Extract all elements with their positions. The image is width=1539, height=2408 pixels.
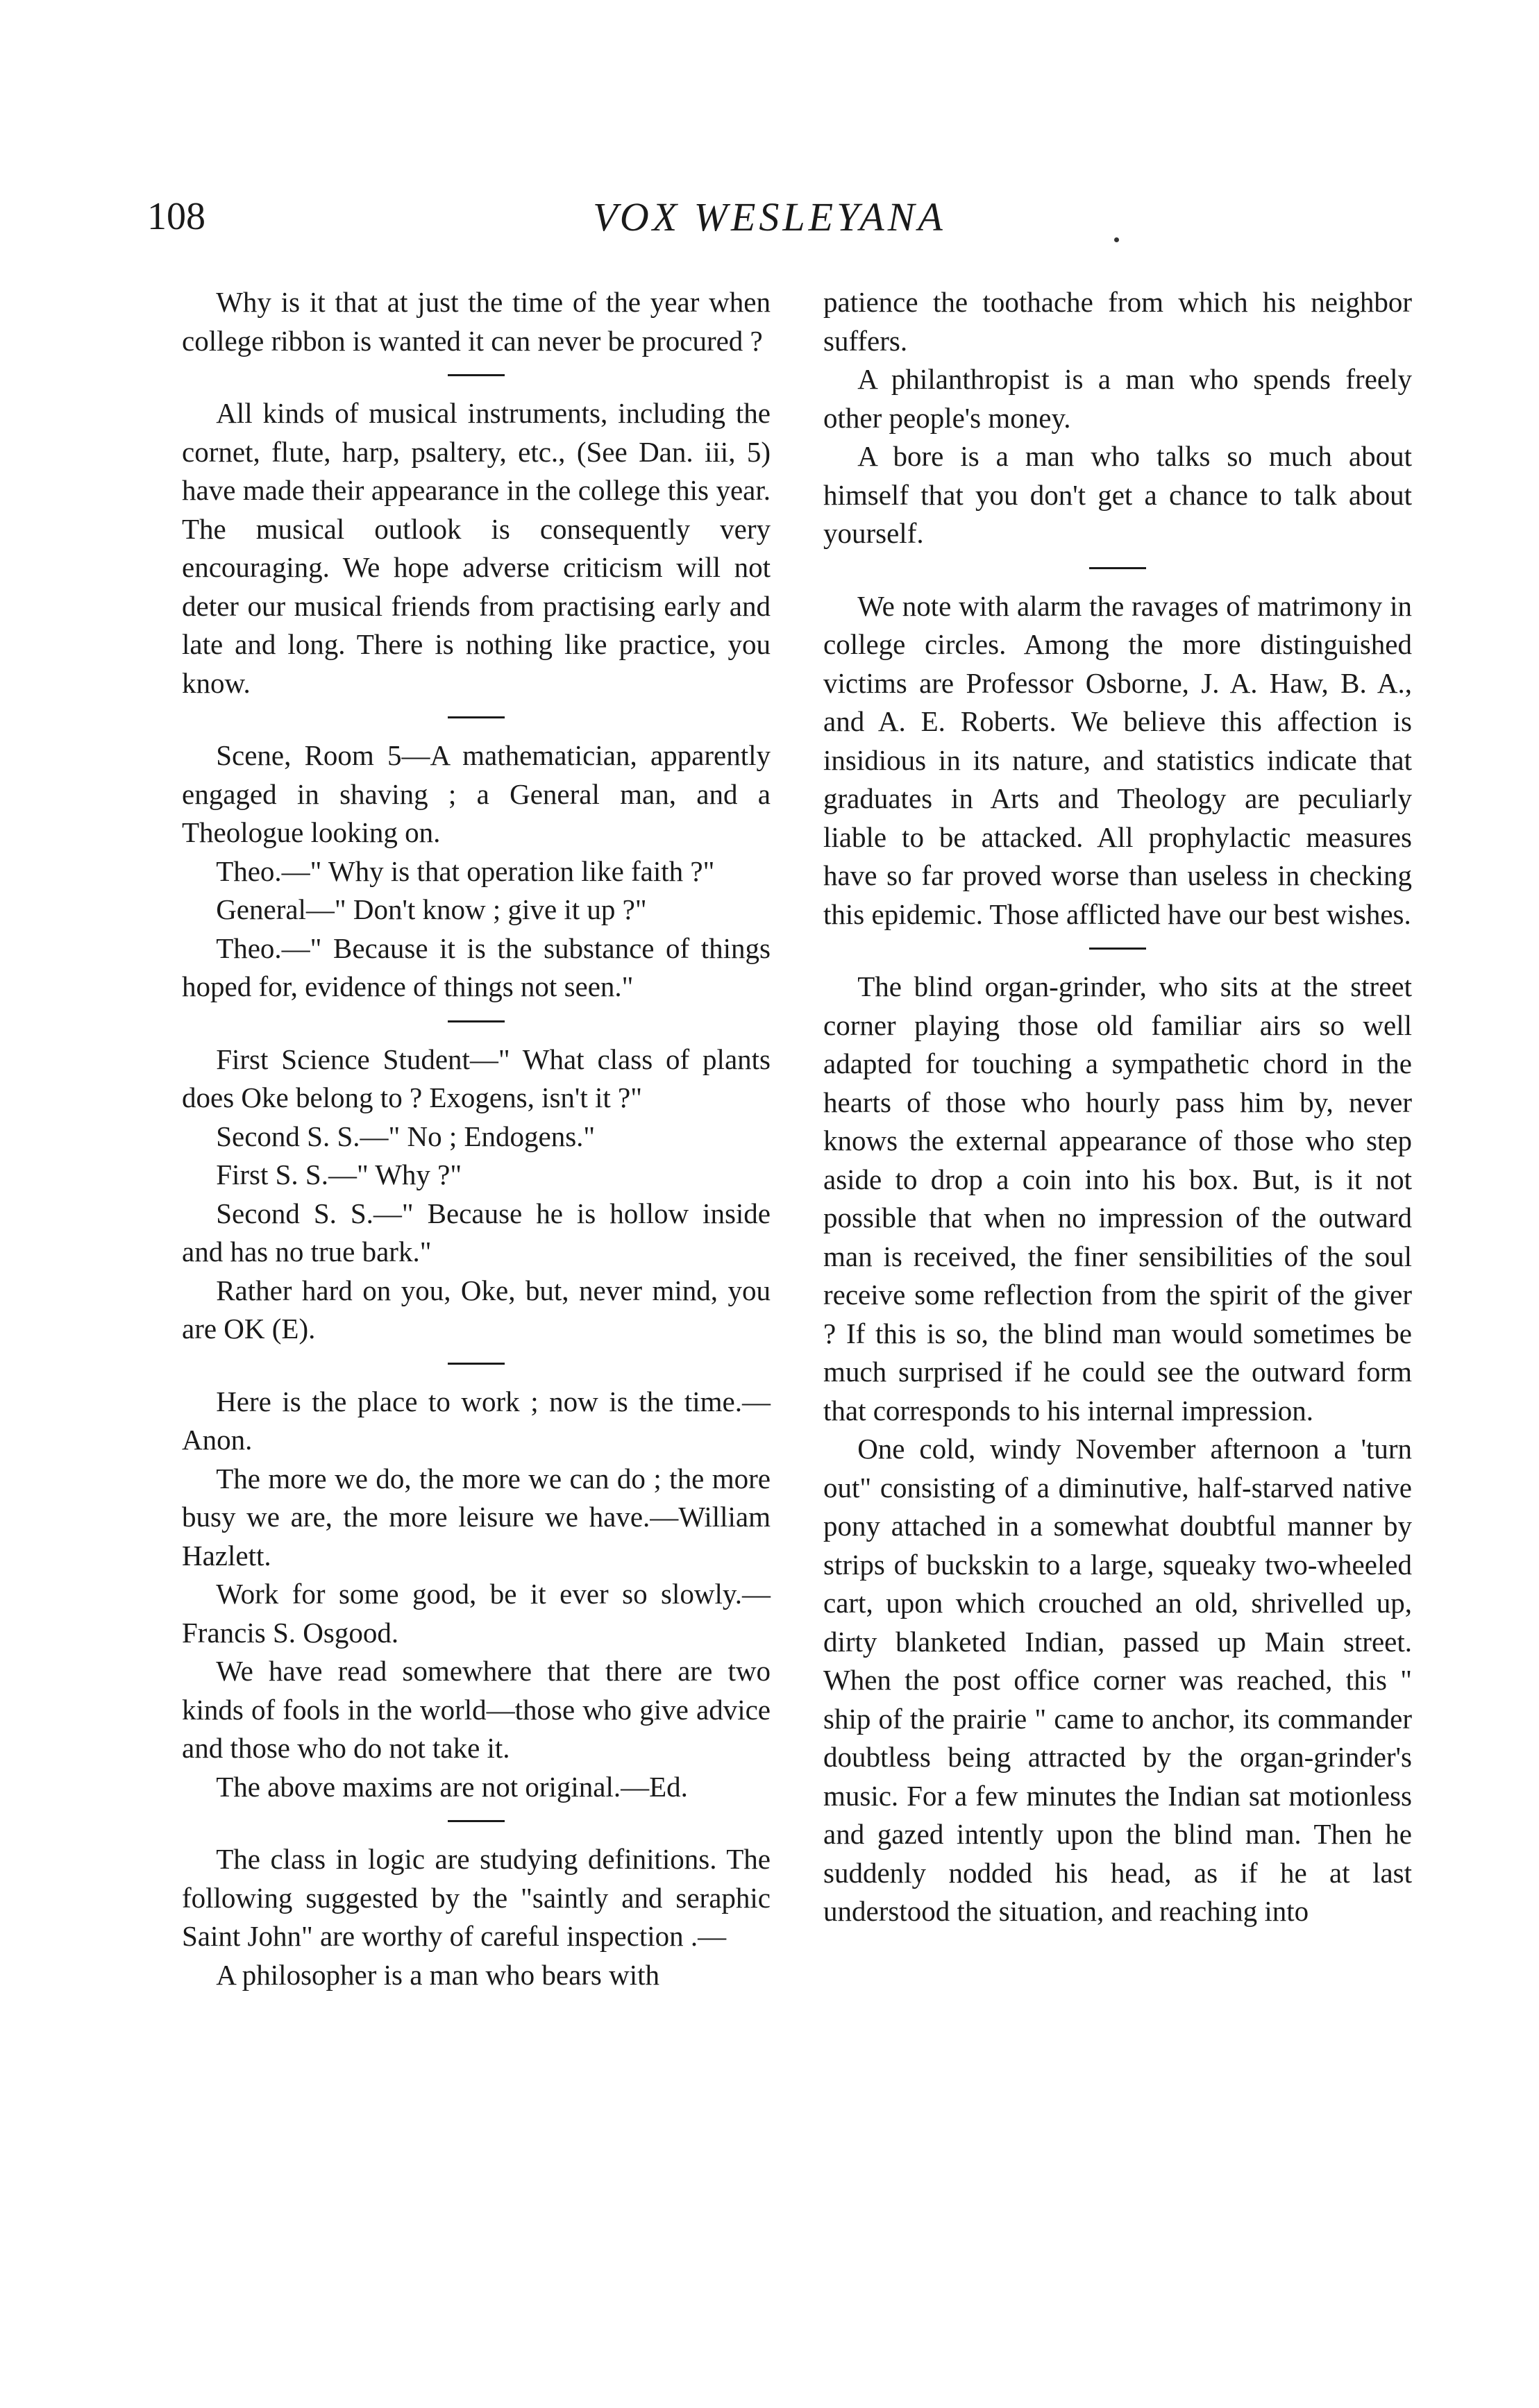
section-faith-dialogue <box>182 736 771 1007</box>
section-divider <box>448 716 505 718</box>
paragraph: Scene, Room 5—A mathematician, apparently engaged in shaving ; a General man, and a Theologue looking on. <box>182 739 771 848</box>
section-ribbon <box>182 283 771 360</box>
section-divider <box>448 374 505 376</box>
section-divider <box>448 1820 505 1822</box>
paragraph: Second S. S.—" Because he is hollow inside and has no true bark." <box>182 1197 771 1268</box>
paragraph: Theo.—" Why is that operation like faith ?" <box>216 854 715 887</box>
section-science-students <box>182 1041 771 1349</box>
page-number: 108 <box>147 195 205 238</box>
paragraph: The class in logic are studying definitions. The following suggested by the "saintly and seraphic Saint John" are worthy of careful inspection .— <box>182 1843 771 1952</box>
paragraph: We note with alarm the ravages of matrimony in college circles. Among the more distinguished victims are Professor Osborne, J. A. Haw, B. A., and A. E. Roberts. We believe this affection is insidious in its nature, and statistics indicate that graduates in Arts and Theology are peculiarly liable to be attacked. All prophylactic measures have so far proved worse than useless in checking this epidemic. Those afflicted have our best wishes. <box>823 589 1412 930</box>
section-logic-definitions <box>182 1840 771 1994</box>
section-definitions-continued <box>823 283 1412 553</box>
paragraph: The more we do, the more we can do ; the more busy we are, the more leisure we have.—William Hazlett. <box>182 1462 771 1572</box>
right-column <box>823 283 1412 1931</box>
paragraph: Rather hard on you, Oke, but, never mind, you are OK (E). <box>182 1274 771 1345</box>
paragraph: General—" Don't know ; give it up ?" <box>216 893 647 925</box>
paragraph: One cold, windy November afternoon a 'turn out" consisting of a diminutive, half-starved native pony attached in a somewhat doubtful manner by strips of buckskin to a large, squeaky two-wheeled cart, upon which crouched an old, shrivelled up, dirty blanketed Indian, passed up Main street. When the post office corner was reached, this " ship of the prairie " came to anchor, its commander doubtless being attracted by the organ-grinder's music. For a few minutes the Indian sat motionless and gazed intently upon the blind man. Then he suddenly nodded his head, as if he at last understood the situation, and reaching into <box>823 1433 1412 1927</box>
section-divider <box>1089 567 1146 569</box>
paragraph: A philanthropist is a man who spends freely other people's money. <box>823 363 1412 434</box>
section-organ-grinder <box>823 968 1412 1931</box>
paragraph: The blind organ-grinder, who sits at the street corner playing those old familiar airs so well adapted for touching a sympathetic chord in the hearts of those who hourly pass him by, never knows the external appearance of those who step aside to drop a coin into his box. But, is it not possible that when no impression of the outward man is received, the finer sensibilities of the soul receive some reflection from the spirit of the giver ? If this is so, the blind man would sometimes be much surprised if he could see the outward form that corresponds to his internal impression. <box>823 970 1412 1426</box>
section-maxims <box>182 1383 771 1807</box>
paragraph: All kinds of musical instruments, including the cornet, flute, harp, psaltery, etc., (See Dan. iii, 5) have made their appearance in the college this year. The musical outlook is consequently very encouraging. We hope adverse criticism will not deter our musical friends from practising early and late and long. There is nothing like practice, you know. <box>182 397 771 699</box>
paragraph: The above maxims are not original.—Ed. <box>216 1770 688 1803</box>
section-divider <box>1089 948 1146 950</box>
paragraph: Here is the place to work ; now is the time.—Anon. <box>182 1385 771 1456</box>
left-column <box>182 283 771 1994</box>
section-divider <box>448 1363 505 1365</box>
paragraph: Why is it that at just the time of the year when college ribbon is wanted it can never be procured ? <box>182 286 771 357</box>
paragraph: A philosopher is a man who bears with <box>216 1958 660 1991</box>
section-divider <box>448 1020 505 1022</box>
paragraph: We have read somewhere that there are two kinds of fools in the world—those who give advice and those who do not take it. <box>182 1655 771 1764</box>
paragraph: patience the toothache from which his neighbor suffers. <box>823 286 1412 357</box>
paragraph: Theo.—" Because it is the substance of things hoped for, evidence of things not seen." <box>182 932 771 1002</box>
speck <box>1114 237 1119 242</box>
journal-title: VOX WESLEYANA <box>593 194 946 239</box>
section-matrimony <box>823 587 1412 934</box>
paragraph: Work for some good, be it ever so slowly.—Francis S. Osgood. <box>182 1578 771 1649</box>
paragraph: Second S. S.—" No ; Endogens." <box>216 1120 596 1152</box>
section-musical-instruments <box>182 394 771 702</box>
paragraph: First S. S.—" Why ?" <box>216 1159 462 1190</box>
paragraph: First Science Student—" What class of plants does Oke belong to ? Exogens, isn't it ?" <box>182 1043 771 1113</box>
paragraph: A bore is a man who talks so much about himself that you don't get a chance to talk about yourself. <box>823 440 1412 549</box>
